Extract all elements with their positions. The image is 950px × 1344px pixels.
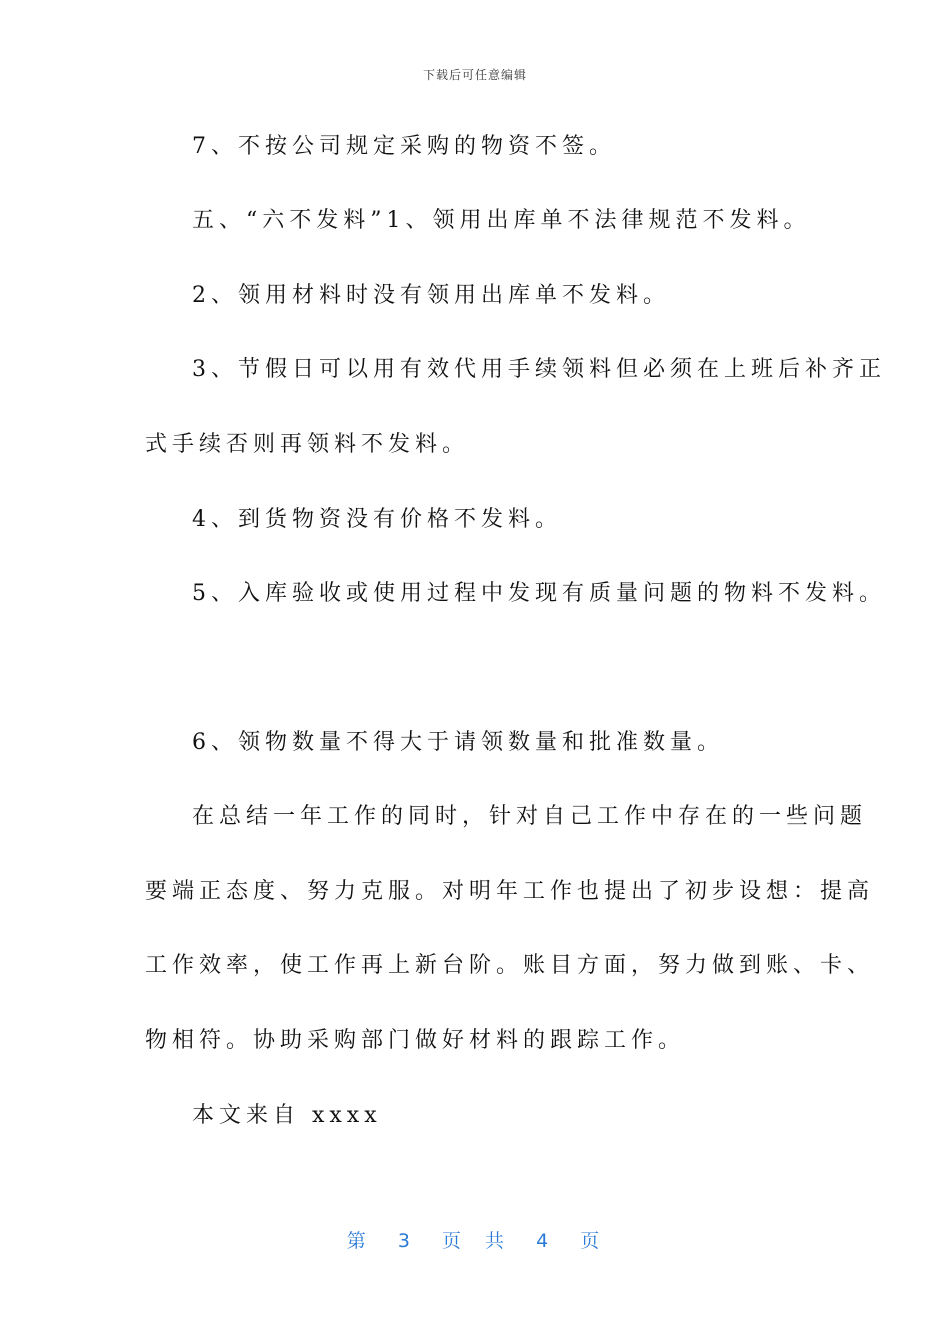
paragraph-line: 式手续否则再领料不发料。 [145, 432, 470, 457]
paragraph-line: 4、到货物资没有价格不发料。 [192, 507, 562, 532]
total-pages-number: 4 [536, 1230, 553, 1252]
paragraph-line: 6、领物数量不得大于请领数量和批准数量。 [192, 730, 724, 755]
paragraph-line: 工作效率，使工作再上新台阶。账目方面，努力做到账、卡、 [145, 953, 875, 978]
paragraph-line: 2、领用材料时没有领用出库单不发料。 [192, 283, 670, 308]
paragraph-line: 7、不按公司规定采购的物资不签。 [192, 134, 616, 159]
paragraph-line: 5、入库验收或使用过程中发现有质量问题的物料不发料。 [192, 581, 886, 606]
source-line: 本文来自 xxxx [192, 1103, 382, 1128]
paragraph-line: 3、节假日可以用有效代用手续领料但必须在上班后补齐正 [192, 357, 886, 382]
page-footer [0, 1226, 950, 1253]
header-note: 下载后可任意编辑 [422, 68, 527, 82]
paragraph-line: 物相符。协助采购部门做好材料的跟踪工作。 [145, 1028, 686, 1053]
paragraph-line: 五、“六不发料”1、领用出库单不法律规范不发料。 [192, 208, 811, 233]
page-label-prefix: 第 [346, 1230, 370, 1252]
page-label-suffix: 页 [580, 1230, 604, 1252]
current-page-number: 3 [397, 1230, 414, 1252]
paragraph-line: 要端正态度、努力克服。对明年工作也提出了初步设想：提高 [145, 879, 875, 904]
paragraph-line: 在总结一年工作的同时，针对自己工作中存在的一些问题 [192, 804, 868, 829]
page-label-mid: 页 共 [441, 1230, 509, 1252]
